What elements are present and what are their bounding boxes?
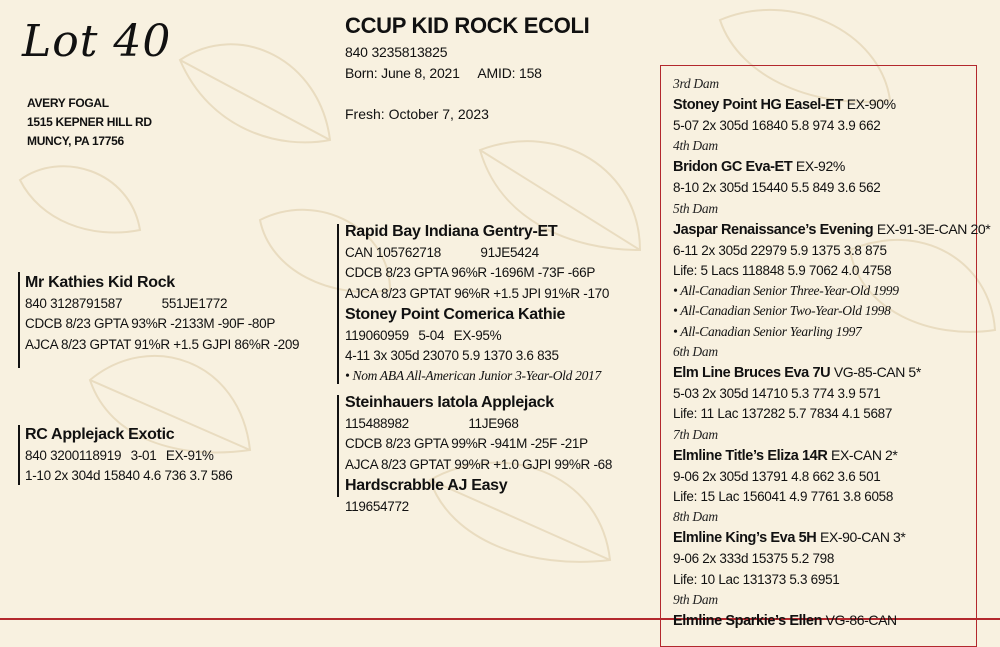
dam-entry-record: 8-10 2x 305d 15440 5.5 849 3.6 562 <box>673 180 881 196</box>
dam-dam-name: Hardscrabble AJ Easy <box>345 476 508 494</box>
dam-sire-bracket-line <box>337 395 339 497</box>
dam-entry <box>673 199 991 342</box>
dam-entry <box>673 425 973 508</box>
dam-age-class: 3-01 <box>130 448 157 463</box>
dam-bracket-line <box>18 425 20 485</box>
dam-sire-ajca: AJCA 8/23 GPTAT 99%R +1.0 GJPI 99%R -68 <box>345 456 613 472</box>
dam-entry-lifetime: Life: 11 Lac 137282 5.7 7834 4.1 5687 <box>673 406 893 422</box>
dam-entry-lifetime: Life: 10 Lac 131373 5.3 6951 <box>673 571 840 587</box>
sire-dam-reg-row <box>345 326 609 346</box>
sire-dam-note: • Nom ABA All-American Junior 3-Year-Old 2017 <box>345 368 601 384</box>
dam-reg: 840 3200118919 <box>25 448 122 463</box>
sire-dam-record: 4-11 3x 305d 23070 5.9 1370 3.6 835 <box>345 348 559 364</box>
dam-sire-cdcb: CDCB 8/23 GPTA 99%R -941M -25F -21P <box>345 436 588 452</box>
dam-lineage-list <box>673 74 991 630</box>
dam-reg-row <box>25 446 233 466</box>
dam-generation-label: 4th Dam <box>673 138 718 154</box>
consignor-name: AVERY FOGAL <box>27 96 109 110</box>
animal-amid: AMID: 158 <box>477 65 542 81</box>
dam-record: 1-10 2x 304d 15840 4.6 736 3.7 586 <box>25 468 233 484</box>
dam-sire-naab: 11JE968 <box>468 416 519 431</box>
dam-generation-label: 5th Dam <box>673 200 718 216</box>
dam-sire-block <box>345 392 612 517</box>
dam-entry-record: 9-06 2x 305d 13791 4.8 662 3.6 501 <box>673 468 881 484</box>
animal-birth-line <box>345 63 542 84</box>
dam-generation-label: 8th Dam <box>673 509 718 525</box>
dam-dam-reg: 119654772 <box>345 498 409 514</box>
sire-cdcb: CDCB 8/23 GPTA 93%R -2133M -90F -80P <box>25 316 276 332</box>
dam-entry-record: 6-11 2x 305d 22979 5.9 1375 3.8 875 <box>673 242 887 258</box>
dam-block <box>25 424 233 487</box>
dam-generation-label: 9th Dam <box>673 591 718 607</box>
animal-born: Born: June 8, 2021 <box>345 65 460 81</box>
consignor-street: 1515 KEPNER HILL RD <box>27 115 152 129</box>
sire-bracket-line <box>18 272 20 368</box>
dam-entry <box>673 136 973 198</box>
sire-dam-score: EX-95% <box>453 327 502 343</box>
sire-reg: 840 3128791587 <box>25 296 123 311</box>
consignor-city: MUNCY, PA 17756 <box>27 134 124 148</box>
consignor-address <box>27 94 152 151</box>
dam-entry <box>673 507 973 590</box>
dam-entry <box>673 74 973 136</box>
sire-sire-bracket-line <box>337 224 339 384</box>
dam-entry-record: 9-06 2x 333d 15375 5.2 798 <box>673 551 835 567</box>
dam-entry-name: Elmline King’s Eva 5H EX-90-CAN 3* <box>673 529 906 547</box>
dam-entry <box>673 342 973 425</box>
dam-score: EX-91% <box>165 448 214 463</box>
animal-name: CCUP KID ROCK ECOLI <box>345 13 590 38</box>
dam-entry-name: Stoney Point HG Easel-ET EX-90% <box>673 96 896 113</box>
dam-entry-lifetime: Life: 15 Lac 156041 4.9 7761 3.8 6058 <box>673 488 894 504</box>
dam-entry-lifetime: Life: 5 Lacs 118848 5.9 7062 4.0 4758 <box>673 262 892 278</box>
dam-sire-reg: 115488982 <box>345 416 409 431</box>
sire-sire-name: Rapid Bay Indiana Gentry-ET <box>345 223 558 240</box>
dam-generation-label: 6th Dam <box>673 344 718 360</box>
sire-sire-reg-row <box>345 243 609 263</box>
dam-sire-reg-row <box>345 414 612 434</box>
sire-name: Mr Kathies Kid Rock <box>25 274 175 291</box>
sire-reg-row <box>25 294 299 314</box>
dam-entry-name: Elmline Title’s Eliza 14R EX-CAN 2* <box>673 446 898 464</box>
sire-ajca: AJCA 8/23 GPTAT 91%R +1.5 GJPI 86%R -209 <box>25 336 300 352</box>
sire-sire-block <box>345 221 609 387</box>
sire-sire-cdcb: CDCB 8/23 GPTA 96%R -1696M -73F -66P <box>345 265 596 281</box>
animal-info <box>345 42 542 84</box>
lot-number: Lot 40 <box>22 16 172 67</box>
sire-naab: 551JE1772 <box>161 296 228 311</box>
dam-entry-note: • All-Canadian Senior Three-Year-Old 1999 <box>673 283 899 299</box>
dam-entry-name: Jaspar Renaissance’s Evening EX-91-3E-CAN 20* <box>673 220 991 238</box>
dam-entry-note: • All-Canadian Senior Two-Year-Old 1998 <box>673 303 891 319</box>
sire-dam-name: Stoney Point Comerica Kathie <box>345 305 566 323</box>
sire-sire-naab: 91JE5424 <box>480 245 539 260</box>
dam-entry-name: Elmline Sparkie’s Ellen VG-86-CAN <box>673 611 897 629</box>
dam-entry-record: 5-07 2x 305d 16840 5.8 974 3.9 662 <box>673 118 881 133</box>
sire-sire-ajca: AJCA 8/23 GPTAT 96%R +1.5 JPI 91%R -170 <box>345 285 610 301</box>
dam-entry <box>673 590 973 630</box>
animal-registration: 840 3235813825 <box>345 44 448 60</box>
dam-entry-record: 5-03 2x 305d 14710 5.3 774 3.9 571 <box>673 386 881 402</box>
dam-sire-name: Steinhauers Iatola Applejack <box>345 394 554 411</box>
sire-sire-reg: CAN 105762718 <box>345 245 441 260</box>
dam-entry-name: Bridon GC Eva-ET EX-92% <box>673 158 845 176</box>
dam-name: RC Applejack Exotic <box>25 426 175 443</box>
animal-fresh-date: Fresh: October 7, 2023 <box>345 106 489 122</box>
dam-generation-label: 7th Dam <box>673 426 718 442</box>
dam-entry-note: • All-Canadian Senior Yearling 1997 <box>673 323 862 339</box>
dam-generation-label: 3rd Dam <box>673 76 719 91</box>
sire-dam-age-class: 5-04 <box>418 327 445 343</box>
dam-entry-name: Elm Line Bruces Eva 7U VG-85-CAN 5* <box>673 364 921 382</box>
sire-dam-reg: 119060959 <box>345 327 409 343</box>
sire-block <box>25 272 299 355</box>
